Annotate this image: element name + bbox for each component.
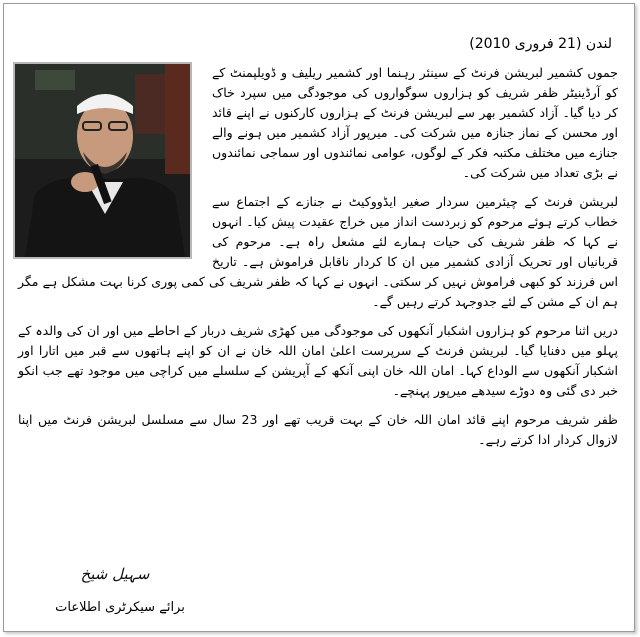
paragraph-3: دریں اثنا مرحوم کو ہزاروں اشکبار آنکھوں کی موجودگی میں کھڑی شریف دربار کے احاطے میں اور ان کی والدہ کے پہلو میں دفنایا گیا۔ لبریشن فرنٹ کے سرپرست اعلیٰ امان اللہ خان نے ان کو اپنے ہاتھوں سے قبر میں اتارا اور اشکبار آنکھوں سے الوداع کہا۔ امان اللہ خان اپنی آنکھ کے آپریشن کے سلسلے میں کراچی میں موجود تھے جب انکو خبر دی گئی وہ دوڑے سیدھے میرپور پہنچے۔ [18, 323, 618, 398]
paragraph-4: ظفر شریف مرحوم اپنے قائد امان اللہ خان کے بہت قریب تھے اور 23 سال سے مسلسل لبریشن فرنٹ میں اپنا لازوال کردار ادا کرتے رہے۔ [18, 412, 618, 447]
article-body [18, 63, 618, 459]
signature: سہیل شیخ [80, 565, 150, 583]
signoff: برائے سیکرٹری اطلاعات [55, 600, 185, 615]
paragraph-1: جموں کشمیر لبریشن فرنٹ کے سینئر رہنما اور کشمیر ریلیف و ڈویلپمنٹ کے کو آرڈینیٹر ظفر شریف کو ہزاروں سوگواروں کی موجودگی میں سپرد خاک کر دیا گیا۔ آزاد کشمیر بھر سے لبریشن فرنٹ کے ہزاروں کارکنوں نے اپنے قائد اور محسن کے نماز جنازہ میں شرکت کی۔ میرپور آزاد کشمیر میں ہونے والے جنازے میں مختلف مکتبہ فکر کے لوگوں، عوامی نمائندوں اور سماجی نمائندوں نے بڑی تعداد میں شرکت کی۔ [212, 65, 618, 180]
photo-wrap-spacer [18, 63, 206, 268]
dateline: لندن (21 فروری 2010) [469, 36, 612, 52]
paragraph-2: لبریشن فرنٹ کے چیئرمین سردار صغیر ایڈووکیٹ نے جنازے کے اجتماع سے خطاب کرتے ہوئے مرحوم کو زبردست انداز میں خراج عقیدت پیش کیا۔ انہوں نے کہا کہ ظفر شریف کی حیات ہمارے لئے مشعل راہ ہے۔ مرحوم کی قربانیاں اور تحریک آزادی کشمیر میں ان کا کردار ناقابل فراموش ہے۔ تاریخ اس فرزند کو کبھی فراموش نہیں کر سکتی۔ انہوں نے کہا کہ ظفر شریف کی کمی پوری کرنا بہت مشکل ہے مگر ہم ان کے مشن کے لئے جدوجہد کرتے رہیں گے۔ [18, 194, 618, 309]
